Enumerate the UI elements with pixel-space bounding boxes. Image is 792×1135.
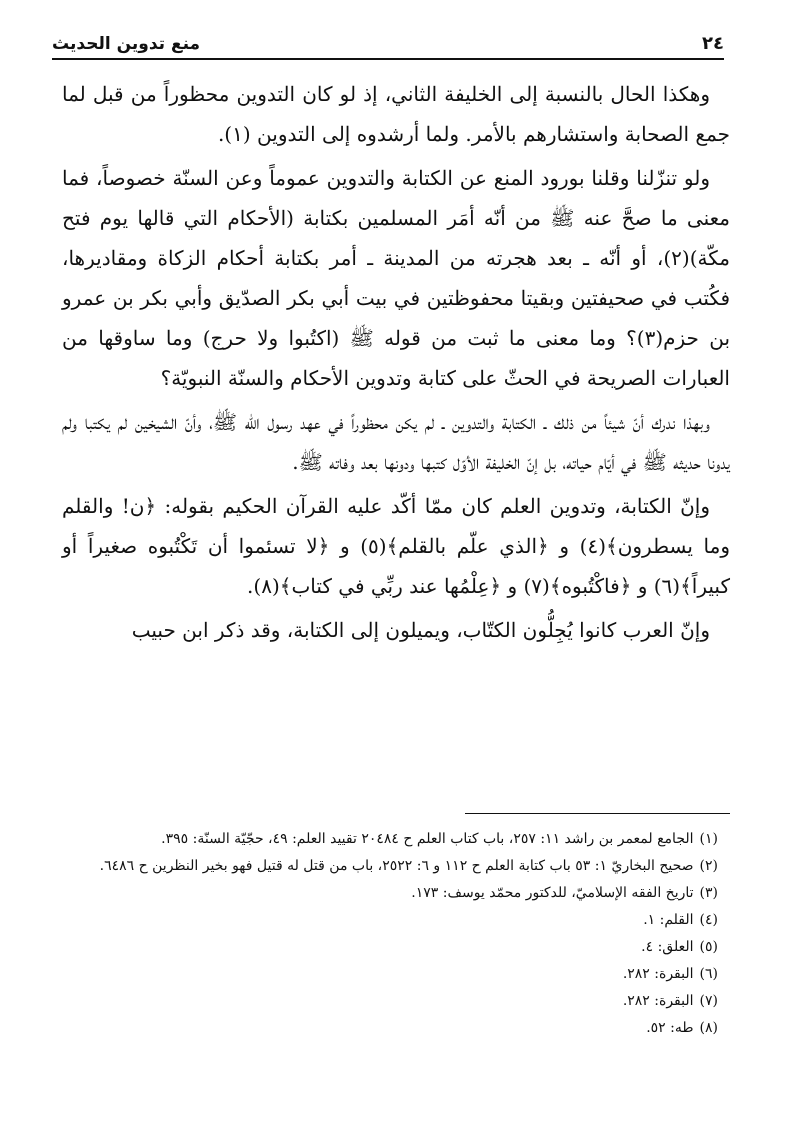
footnote <box>62 907 722 934</box>
footnote <box>62 934 722 961</box>
footnote <box>62 988 722 1015</box>
footnote-separator <box>465 813 730 814</box>
footnote <box>62 826 722 853</box>
footnote-text: الجامع لمعمر بن راشد ١١: ٢٥٧، باب كتاب العلم ح ٢٠٤٨٤ تقييد العلم: ٤٩، حجّيّة السنّة: ٣٩٥. <box>161 831 694 847</box>
page-number: ٢٤ <box>702 33 724 54</box>
footnote-text: العلق: ٤. <box>641 939 694 955</box>
footnote-number: (٧) <box>699 993 718 1009</box>
footnote-text: طه: ٥٢. <box>646 1020 694 1036</box>
main-text <box>62 74 730 654</box>
running-title: منع تدوين الحديث <box>52 34 201 54</box>
footnote-number: (٦) <box>699 966 718 982</box>
paragraph: وبهذا ندرك أنّ شيئاً من ذلك ـ الكتابة والتدوين ـ لم يكن محظوراً في عهد رسول الله ﷺ، وأنّ الشيخين لم يكتبا ولم يدونا حديثه ﷺ في أيّام حياته، بل إنّ الخليفة الأوّل كتبها ودونها بعد وفاته ﷺ. <box>62 410 730 474</box>
footnote-number: (٤) <box>699 912 718 928</box>
paragraph: وإنّ العرب كانوا يُجِلُّون الكتّاب، ويميلون إلى الكتابة، وقد ذكر ابن حبيب <box>131 618 710 642</box>
footnote-number: (٣) <box>699 885 718 901</box>
footnote-text: البقرة: ٢٨٢. <box>622 993 694 1009</box>
paragraph: وإنّ الكتابة، وتدوين العلم كان ممّا أكّد عليه القرآن الحكيم بقوله: ﴿ن! والقلم وما يسطرون﴾(٤) و ﴿الذي علّم بالقلم﴾(٥) و ﴿لا تسئموا أن تَكْتُبوه صغيراً أو كبيراً﴾(٦) و ﴿فاكْتُبوه﴾(٧) و ﴿عِلْمُها عند ربِّي في كتاب﴾(٨). <box>62 494 730 598</box>
footnote <box>62 853 722 880</box>
footnote-number: (٢) <box>699 858 718 874</box>
footnote-number: (٨) <box>699 1020 718 1036</box>
footnotes <box>62 826 722 1042</box>
paragraph: وهكذا الحال بالنسبة إلى الخليفة الثاني، إذ لو كان التدوين محظوراً من قبل لما جمع الصحابة واستشارهم بالأمر. ولما أرشدوه إلى التدوين (١). <box>62 82 730 146</box>
paragraph: ولو تنزّلنا وقلنا بورود المنع عن الكتابة والتدوين عموماً وعن السنّة خصوصاً، فما معنى ما صحَّ عنه ﷺ من أنّه أمَر المسلمين بكتابة (الأحكام التي قالها يوم فتح مكّة)(٢)، أو أنّه ـ بعد هجرته من المدينة ـ أمر بكتابة أحكام الزكاة ومقاديرها، فكُتب في صحيفتين وبقيتا محفوظتين في بيت أبي بكر الصدّيق وأبي بكر بن عمرو بن حزم(٣)؟ وما معنى ما ثبت من قوله ﷺ (اكتُبوا ولا حرج) وما ساوقها من العبارات الصريحة في الحثّ على كتابة وتدوين الأحكام والسنّة النبويّة؟ <box>62 166 731 390</box>
footnote <box>62 880 722 907</box>
footnote-text: تاريخ الفقه الإسلاميّ، للدكتور محمّد يوسف: ١٧٣. <box>411 885 694 901</box>
footnote-number: (٥) <box>699 939 718 955</box>
footnote <box>62 1015 722 1042</box>
footnote-text: القلم: ١. <box>643 912 694 928</box>
page-header <box>52 28 724 60</box>
footnote-text: البقرة: ٢٨٢. <box>622 966 694 982</box>
footnote-number: (١) <box>699 831 718 847</box>
footnote-text: صحيح البخاريّ ١: ٥٣ باب كتابة العلم ح ١١٢ و ٦: ٢٥٢٢، باب من قتل له قتيل فهو بخير النظرين ح ٦٤٨٦. <box>99 858 694 874</box>
footnote <box>62 961 722 988</box>
